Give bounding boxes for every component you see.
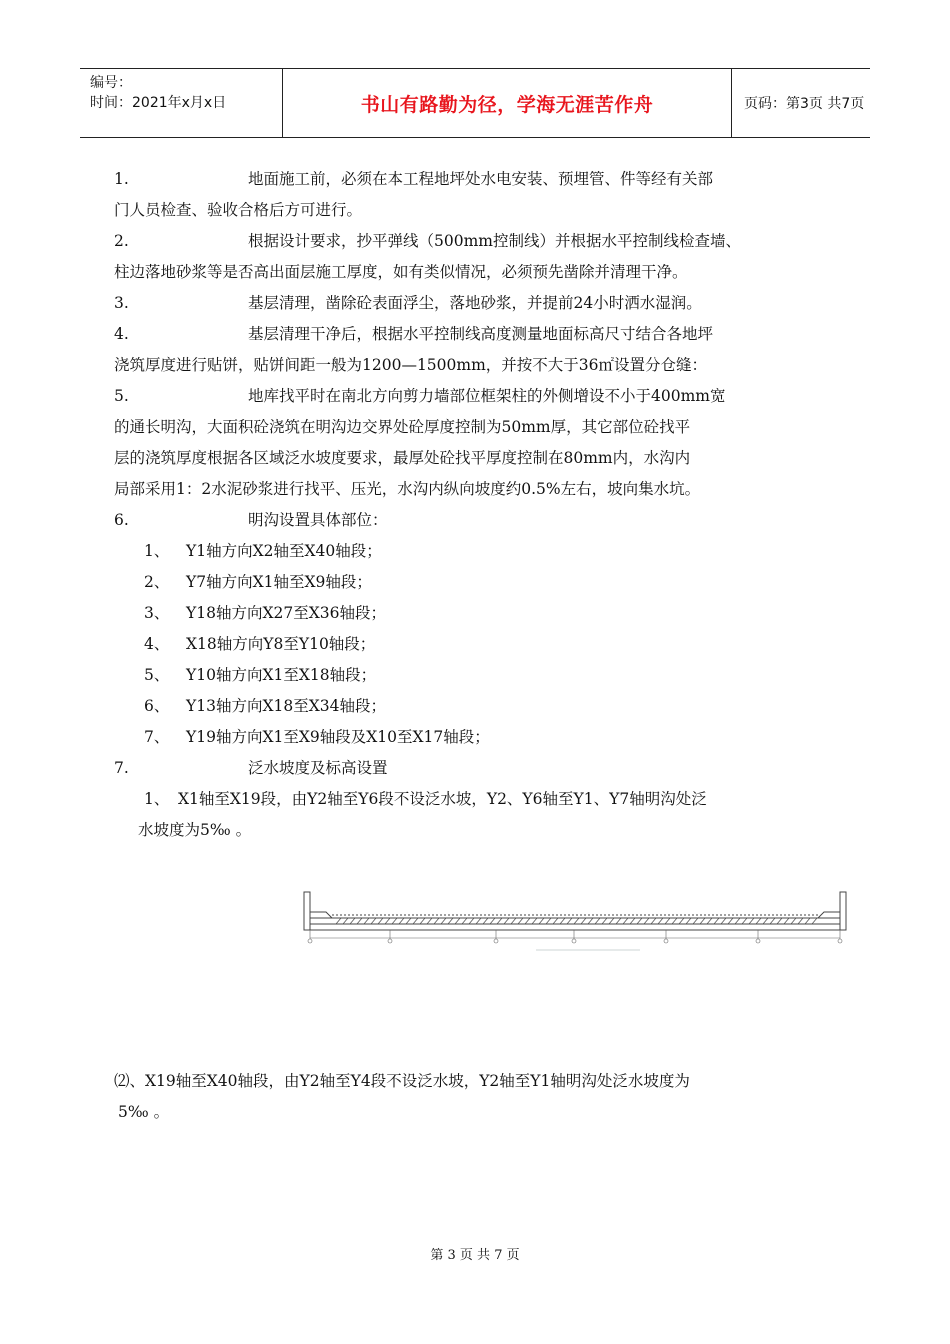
hatch-line [651,918,656,924]
hatch-line [413,918,418,924]
hatch-line [392,918,397,924]
ditch-list-number: 2、 [144,573,170,591]
hatch-line [574,918,579,924]
hatch-line [623,918,628,924]
hatch-line [588,918,593,924]
ditch-list-item [114,722,838,753]
hatch-line [756,918,761,924]
time-label: 时间：2021年x月x日 [90,95,227,111]
hatch-line [420,918,425,924]
hatch-line [609,918,614,924]
item-text: 地库找平时在南北方向剪力墙部位框架柱的外侧增设不小于400mm宽 [248,387,726,405]
ditch-list [114,536,838,753]
hatch-line [693,918,698,924]
hatch-line [441,918,446,924]
hatch-line [525,918,530,924]
ditch-list-text: Y18轴方向X27至X36轴段； [186,604,386,622]
item-text: 根据设计要求，抄平弹线（500mm控制线）并根据水平控制线检查墙、 [248,232,741,250]
item-number: 1. [114,170,129,188]
hatch-line [644,918,649,924]
hatch-line [406,918,411,924]
item-text: 柱边落地砂浆等是否高出面层施工厚度，如有类似情况，必须预先凿除并清理干净。 [114,263,688,281]
hatch-line [469,918,474,924]
hatch-line [427,918,432,924]
hatch-line [630,918,635,924]
hatch-line [679,918,684,924]
item-text: 地面施工前，必须在本工程地坪处水电安装、预埋管、件等经有关部 [248,170,714,188]
numbered-items [114,164,838,536]
slope-item-1 [114,784,838,815]
document-body [114,164,838,846]
hatch-line [798,918,803,924]
axis-marker [664,939,668,943]
hatch-line [343,918,348,924]
item-line [114,381,838,412]
left-ditch [310,912,332,918]
hatch-line [707,918,712,924]
hatch-line [385,918,390,924]
hatch-line [511,918,516,924]
hatch-line [637,918,642,924]
item-7-number: 7. [114,759,129,777]
hatch-line [721,918,726,924]
ditch-list-text: Y7轴方向X1轴至X9轴段； [186,573,372,591]
ditch-list-item [114,629,838,660]
item-line-cont [114,350,838,381]
hatch-line [490,918,495,924]
hatch-line [812,918,817,924]
item-line [114,505,838,536]
hatch-line [777,918,782,924]
item-line [114,319,838,350]
left-wall [304,892,310,930]
item-7-title: 泛水坡度及标高设置 [248,759,388,777]
slope-item-1-cont: 水坡度为5‰ 。 [138,821,252,839]
header-motto-cell [282,69,732,137]
hatch-line [700,918,705,924]
item-text: 基层清理干净后，根据水平控制线高度测量地面标高尺寸结合各地坪 [248,325,714,343]
item-text: 浇筑厚度进行贴饼，贴饼间距一般为1200—1500mm，并按不大于36㎡设置分仓缝： [114,356,708,374]
hatch-line [714,918,719,924]
hatch-line [399,918,404,924]
page-header [80,68,870,138]
hatch-line [462,918,467,924]
hatch-line [532,918,537,924]
hatch-line [553,918,558,924]
item-line-cont [114,412,838,443]
hatch-line [497,918,502,924]
item-text: 层的浇筑厚度根据各区域泛水坡度要求，最厚处砼找平厚度控制在80mm内，水沟内 [114,449,691,467]
hatch-line [595,918,600,924]
slope-item-2 [114,1066,838,1128]
slope-item-1-number: 1、 [144,790,170,808]
hatch-line [560,918,565,924]
ditch-list-number: 4、 [144,635,170,653]
header-page-info: 页码：第3页 共7页 [744,96,865,112]
ditch-list-number: 6、 [144,697,170,715]
hatch-line [336,918,341,924]
ditch-list-item [114,660,838,691]
ditch-list-text: Y19轴方向X1至X9轴段及X10至X17轴段； [186,728,490,746]
ditch-list-item [114,567,838,598]
page-footer: 第 3 页 共 7 页 [430,1248,520,1263]
ditch-list-item [114,536,838,567]
ditch-list-number: 5、 [144,666,170,684]
item-number: 3. [114,294,129,312]
item-text: 明沟设置具体部位： [248,511,388,529]
ditch-list-number: 7、 [144,728,170,746]
item-7 [114,753,838,784]
hatch-line [518,918,523,924]
hatch-line [686,918,691,924]
hatch-line [665,918,670,924]
ditch-list-text: X18轴方向Y8至Y10轴段； [186,635,376,653]
ditch-list-text: Y10轴方向X1至X18轴段； [186,666,377,684]
hatch-line [378,918,383,924]
hatch-line [455,918,460,924]
right-wall [840,892,846,930]
slope-item-1-line1: X1轴至X19段，由Y2轴至Y6段不设泛水坡，Y2、Y6轴至Y1、Y7轴明沟处泛 [178,790,707,808]
slope-item-2-line2: 5‰ 。 [118,1103,170,1121]
axis-marker [388,939,392,943]
slope-section-diagram [296,888,856,963]
hatch-line [728,918,733,924]
item-number: 5. [114,387,129,405]
axis-marker [308,939,312,943]
item-number: 6. [114,511,129,529]
hatch-line [357,918,362,924]
hatch-line [546,918,551,924]
hatch-line [539,918,544,924]
axis-marker [572,939,576,943]
hatch-line [350,918,355,924]
item-text: 门人员检查、验收合格后方可进行。 [114,201,363,219]
hatch-line [371,918,376,924]
ditch-list-number: 3、 [144,604,170,622]
hatch-line [763,918,768,924]
item-line [114,288,838,319]
item-line-cont [114,195,838,226]
hatch-line [504,918,509,924]
ditch-list-item [114,691,838,722]
item-text: 局部采用1：2水泥砂浆进行找平、压光，水沟内纵向坡度约0.5%左右，坡向集水坑。 [114,480,701,498]
item-line [114,164,838,195]
axis-marker [838,939,842,943]
hatch-line [784,918,789,924]
hatch-line [805,918,810,924]
header-meta [80,69,282,137]
item-line-cont [114,474,838,505]
ditch-list-item [114,598,838,629]
hatch-line [791,918,796,924]
hatch-line [581,918,586,924]
item-number: 4. [114,325,129,343]
ditch-list-text: Y1轴方向X2轴至X40轴段； [186,542,382,560]
item-line [114,226,838,257]
item-text: 基层清理，凿除砼表面浮尘，落地砂浆，并提前24小时洒水湿润。 [248,294,702,312]
hatch-line [434,918,439,924]
hatch-line [616,918,621,924]
hatch-line [735,918,740,924]
item-line-cont [114,443,838,474]
hatch-line [364,918,369,924]
hatch-line [742,918,747,924]
item-line-cont [114,257,838,288]
item-number: 2. [114,232,129,250]
hatch-line [672,918,677,924]
number-label: 编号： [90,75,132,91]
ditch-list-text: Y13轴方向X18至X34轴段； [186,697,386,715]
hatch-line [770,918,775,924]
header-motto: 书山有路勤为径，学海无涯苦作舟 [360,93,654,116]
slope-item-2-line1: ⑵、X19轴至X40轴段，由Y2轴至Y4段不设泛水坡，Y2轴至Y1轴明沟处泛水坡度为 [114,1072,690,1090]
right-ditch [818,912,840,918]
hatch-line [749,918,754,924]
axis-marker [494,939,498,943]
hatch-line [602,918,607,924]
hatch-line [658,918,663,924]
item-text: 的通长明沟，大面积砼浇筑在明沟边交界处砼厚度控制为50mm厚，其它部位砼找平 [114,418,691,436]
hatch-line [567,918,572,924]
hatch-line [448,918,453,924]
hatch-line [476,918,481,924]
axis-marker [756,939,760,943]
hatch-line [483,918,488,924]
ditch-list-number: 1、 [144,542,170,560]
